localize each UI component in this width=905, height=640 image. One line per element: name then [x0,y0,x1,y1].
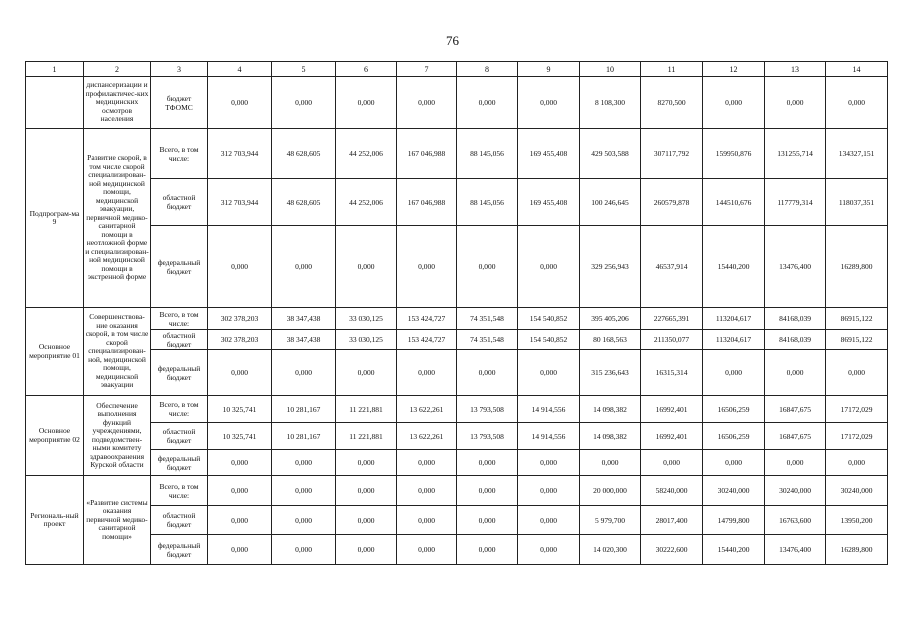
amount-cell: 260579,878 [641,179,703,226]
amount-cell: 16763,600 [765,506,826,535]
amount-cell: 307117,792 [641,129,703,179]
amount-cell: 169 455,408 [518,179,580,226]
amount-cell: 329 256,943 [580,226,641,308]
amount-cell: 144510,676 [703,179,765,226]
column-number-header: 3 [151,62,208,77]
amount-cell: 13 622,261 [397,423,457,450]
amount-cell: 11 221,881 [336,396,397,423]
amount-cell: 0,000 [765,350,826,396]
amount-cell: 14 098,382 [580,396,641,423]
amount-cell: 16289,800 [826,226,888,308]
program-status-cell: Региональ-ный проект [26,476,84,565]
amount-cell: 33 030,125 [336,308,397,330]
amount-cell: 211350,077 [641,330,703,350]
amount-cell: 0,000 [580,450,641,476]
column-number-header: 4 [208,62,272,77]
amount-cell: 14 914,556 [518,396,580,423]
table-row [26,476,888,506]
amount-cell: 13476,400 [765,535,826,565]
amount-cell: 10 281,167 [272,396,336,423]
funding-source-cell: федеральный бюджет [151,450,208,476]
amount-cell: 5 979,700 [580,506,641,535]
amount-cell: 0,000 [208,535,272,565]
funding-source-cell: Всего, в том числе: [151,129,208,179]
amount-cell: 84168,039 [765,330,826,350]
program-status-cell: Основное мероприятие 02 [26,396,84,476]
funding-source-cell: федеральный бюджет [151,226,208,308]
program-status-cell [26,77,84,129]
amount-cell: 0,000 [208,476,272,506]
column-number-header: 10 [580,62,641,77]
amount-cell: 11 221,881 [336,423,397,450]
amount-cell: 0,000 [397,535,457,565]
header-row [26,62,888,77]
amount-cell: 167 046,988 [397,179,457,226]
program-description-cell: Развитие скорой, в том числе скорой специализирован-ной медицинской помощи, медицинской эвакуации, первичной медико-санитарной помощи в неотложной форме и специализирован-ной медицинской помощи в экстренной форме [84,129,151,308]
amount-cell: 113204,617 [703,308,765,330]
amount-cell: 0,000 [272,226,336,308]
amount-cell: 13 622,261 [397,396,457,423]
amount-cell: 14 020,300 [580,535,641,565]
table-row [26,423,888,450]
amount-cell: 0,000 [336,506,397,535]
amount-cell: 74 351,548 [457,330,518,350]
amount-cell: 302 378,203 [208,308,272,330]
amount-cell: 0,000 [826,450,888,476]
amount-cell: 74 351,548 [457,308,518,330]
amount-cell: 0,000 [336,77,397,129]
amount-cell: 0,000 [765,77,826,129]
amount-cell: 0,000 [397,506,457,535]
amount-cell: 0,000 [518,476,580,506]
table-row [26,330,888,350]
amount-cell: 0,000 [397,77,457,129]
amount-cell: 17172,029 [826,423,888,450]
amount-cell: 153 424,727 [397,308,457,330]
program-description-cell: диспансеризации и профилактичес-ких медицинских осмотров населения [84,77,151,129]
amount-cell: 38 347,438 [272,330,336,350]
table-row [26,396,888,423]
amount-cell: 153 424,727 [397,330,457,350]
amount-cell: 0,000 [336,535,397,565]
amount-cell: 312 703,944 [208,129,272,179]
table-row [26,506,888,535]
amount-cell: 16289,800 [826,535,888,565]
table-row [26,77,888,129]
amount-cell: 0,000 [208,350,272,396]
amount-cell: 16992,401 [641,396,703,423]
amount-cell: 0,000 [397,226,457,308]
funding-source-cell: областной бюджет [151,423,208,450]
amount-cell: 0,000 [336,450,397,476]
amount-cell: 13950,200 [826,506,888,535]
amount-cell: 14 914,556 [518,423,580,450]
amount-cell: 0,000 [518,226,580,308]
program-description-cell: «Развитие системы оказания первичной медико-санитарной помощи» [84,476,151,565]
amount-cell: 0,000 [397,450,457,476]
amount-cell: 0,000 [272,506,336,535]
amount-cell: 0,000 [397,350,457,396]
table-body [26,62,888,565]
table-row [26,129,888,179]
amount-cell: 48 628,605 [272,179,336,226]
program-description-cell: Совершенствова-ние оказания скорой, в том числе скорой специализирован-ной, медицинской помощи, медицинской эвакуации [84,308,151,396]
amount-cell: 315 236,643 [580,350,641,396]
amount-cell: 30222,600 [641,535,703,565]
amount-cell: 0,000 [457,535,518,565]
amount-cell: 0,000 [703,77,765,129]
amount-cell: 14 098,382 [580,423,641,450]
amount-cell: 86915,122 [826,308,888,330]
amount-cell: 30240,000 [765,476,826,506]
funding-source-cell: Всего, в том числе: [151,396,208,423]
table-row [26,179,888,226]
amount-cell: 16847,675 [765,396,826,423]
amount-cell: 16506,259 [703,423,765,450]
page-number: 76 [446,33,459,48]
amount-cell: 395 405,206 [580,308,641,330]
funding-source-cell: федеральный бюджет [151,535,208,565]
funding-source-cell: бюджет ТФОМС [151,77,208,129]
column-number-header: 11 [641,62,703,77]
amount-cell: 0,000 [518,535,580,565]
amount-cell: 100 246,645 [580,179,641,226]
amount-cell: 16315,314 [641,350,703,396]
amount-cell: 0,000 [457,350,518,396]
amount-cell: 0,000 [457,226,518,308]
amount-cell: 0,000 [826,77,888,129]
column-number-header: 8 [457,62,518,77]
amount-cell: 86915,122 [826,330,888,350]
amount-cell: 8 108,300 [580,77,641,129]
amount-cell: 312 703,944 [208,179,272,226]
table-row [26,226,888,308]
amount-cell: 15440,200 [703,226,765,308]
amount-cell: 0,000 [826,350,888,396]
amount-cell: 131255,714 [765,129,826,179]
funding-source-cell: Всего, в том числе: [151,476,208,506]
amount-cell: 16506,259 [703,396,765,423]
table-row [26,535,888,565]
table-row [26,350,888,396]
amount-cell: 44 252,006 [336,179,397,226]
amount-cell: 88 145,056 [457,129,518,179]
amount-cell: 0,000 [336,350,397,396]
amount-cell: 154 540,852 [518,330,580,350]
amount-cell: 0,000 [208,226,272,308]
amount-cell: 0,000 [272,77,336,129]
amount-cell: 13476,400 [765,226,826,308]
program-description-cell: Обеспечение выполнения функций учреждениями, подведомствен-ными комитету здравоохранения Курской области [84,396,151,476]
amount-cell: 0,000 [703,350,765,396]
amount-cell: 14799,800 [703,506,765,535]
amount-cell: 10 281,167 [272,423,336,450]
amount-cell: 13 793,508 [457,396,518,423]
funding-source-cell: областной бюджет [151,179,208,226]
amount-cell: 0,000 [272,476,336,506]
program-status-cell: Основное мероприятие 01 [26,308,84,396]
amount-cell: 30240,000 [826,476,888,506]
table-row [26,308,888,330]
amount-cell: 16847,675 [765,423,826,450]
amount-cell: 10 325,741 [208,396,272,423]
amount-cell: 0,000 [457,77,518,129]
amount-cell: 13 793,508 [457,423,518,450]
amount-cell: 33 030,125 [336,330,397,350]
amount-cell: 0,000 [457,476,518,506]
amount-cell: 10 325,741 [208,423,272,450]
table-row [26,450,888,476]
amount-cell: 58240,000 [641,476,703,506]
column-number-header: 2 [84,62,151,77]
amount-cell: 429 503,588 [580,129,641,179]
amount-cell: 154 540,852 [518,308,580,330]
amount-cell: 0,000 [518,450,580,476]
amount-cell: 0,000 [765,450,826,476]
amount-cell: 0,000 [208,77,272,129]
amount-cell: 0,000 [208,506,272,535]
amount-cell: 48 628,605 [272,129,336,179]
amount-cell: 159950,876 [703,129,765,179]
column-number-header: 12 [703,62,765,77]
amount-cell: 0,000 [518,77,580,129]
amount-cell: 84168,039 [765,308,826,330]
column-number-header: 9 [518,62,580,77]
column-number-header: 7 [397,62,457,77]
amount-cell: 169 455,408 [518,129,580,179]
amount-cell: 0,000 [703,450,765,476]
amount-cell: 0,000 [518,506,580,535]
amount-cell: 28017,400 [641,506,703,535]
amount-cell: 80 168,563 [580,330,641,350]
amount-cell: 44 252,006 [336,129,397,179]
amount-cell: 134327,151 [826,129,888,179]
column-number-header: 5 [272,62,336,77]
column-number-header: 1 [26,62,84,77]
amount-cell: 167 046,988 [397,129,457,179]
amount-cell: 0,000 [457,506,518,535]
amount-cell: 0,000 [272,535,336,565]
amount-cell: 302 378,203 [208,330,272,350]
column-number-header: 14 [826,62,888,77]
program-status-cell: Подпрограм-ма 9 [26,129,84,308]
amount-cell: 0,000 [208,450,272,476]
column-number-header: 6 [336,62,397,77]
amount-cell: 0,000 [272,350,336,396]
budget-table [25,61,888,565]
amount-cell: 15440,200 [703,535,765,565]
amount-cell: 227665,391 [641,308,703,330]
amount-cell: 0,000 [457,450,518,476]
amount-cell: 46537,914 [641,226,703,308]
amount-cell: 117779,314 [765,179,826,226]
amount-cell: 0,000 [336,476,397,506]
funding-source-cell: областной бюджет [151,506,208,535]
funding-source-cell: федеральный бюджет [151,350,208,396]
funding-source-cell: областной бюджет [151,330,208,350]
amount-cell: 30240,000 [703,476,765,506]
amount-cell: 0,000 [336,226,397,308]
amount-cell: 16992,401 [641,423,703,450]
amount-cell: 0,000 [641,450,703,476]
amount-cell: 118037,351 [826,179,888,226]
funding-source-cell: Всего, в том числе: [151,308,208,330]
amount-cell: 88 145,056 [457,179,518,226]
amount-cell: 0,000 [397,476,457,506]
amount-cell: 38 347,438 [272,308,336,330]
amount-cell: 17172,029 [826,396,888,423]
column-number-header: 13 [765,62,826,77]
amount-cell: 113204,617 [703,330,765,350]
amount-cell: 8270,500 [641,77,703,129]
amount-cell: 20 000,000 [580,476,641,506]
amount-cell: 0,000 [518,350,580,396]
amount-cell: 0,000 [272,450,336,476]
